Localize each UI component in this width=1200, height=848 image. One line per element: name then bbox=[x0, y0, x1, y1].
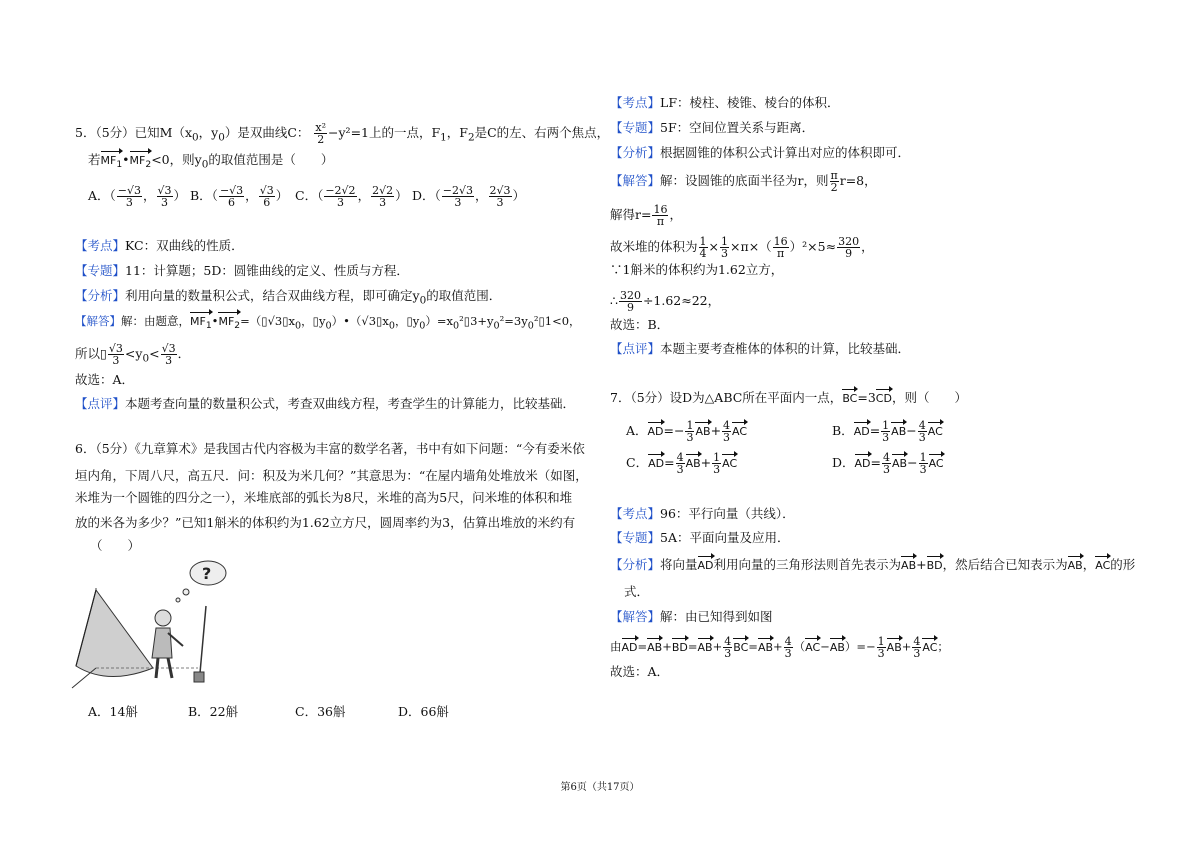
q5-stem-line2: 若$MF_1•MF_2<0$，则$y_0$的取值范围是（ ） bbox=[88, 152, 333, 173]
q7-option-d[interactable]: D．AD= $\frac{4}{3}$ AB− $\frac{1}{3}$ AC bbox=[832, 451, 944, 476]
q5-guxuan: 故选：A． bbox=[75, 372, 135, 387]
q7-option-b[interactable]: B．AD= $\frac{1}{3}$ AB− $\frac{4}{3}$ AC bbox=[832, 419, 943, 444]
q7-option-a[interactable]: A．AD=− $\frac{1}{3}$ AB+ $\frac{4}{3}$ AC bbox=[626, 419, 748, 444]
q5-fenxi: 【分析】利用向量的数量积公式，结合双曲线方程，即可确定$y_0$的取值范围． bbox=[75, 288, 502, 307]
q5-option-c[interactable]: C．（ $\frac{-2√2}{3}$ ， $\frac{2√2}{3}$ ） bbox=[295, 184, 408, 209]
q7-kaodian: 【考点】96：平行向量（共线）． bbox=[610, 506, 795, 521]
q5-hyperbola-fraction: $\frac{\text{x²}}{2}$ bbox=[315, 121, 327, 146]
q5-kaodian: 【考点】KC：双曲线的性质． bbox=[75, 238, 244, 253]
q6-option-b[interactable]: B．22斛 bbox=[188, 704, 239, 719]
q6-dianping: 【点评】本题主要考查椎体的体积的计算，比较基础． bbox=[610, 341, 911, 356]
q5-option-a[interactable]: A．（ $\frac{-√3}{3}$ ， $\frac{√3}{3}$ ） bbox=[88, 184, 187, 209]
q7-option-c[interactable]: C．AD= $\frac{4}{3}$ AB+ $\frac{1}{3}$ AC bbox=[626, 451, 738, 476]
q6-jieda-line5: ∴ $\frac{320}{9}$ ÷1.62≈22， bbox=[610, 289, 721, 314]
rice-pile-illustration bbox=[68, 558, 228, 698]
q6-jieda-line1: 【解答】解：设圆锥的底面半径为r，则 $\frac{\pi}{2}$ r=8， bbox=[610, 169, 877, 194]
q6-stem-line4: 放的米各为多少？”已知1斛米的体积约为1.62立方尺，圆周率约为3，估算出堆放的米约有 bbox=[75, 515, 576, 530]
q6-option-d[interactable]: D．66斛 bbox=[398, 704, 449, 719]
q5-jieda-line1: 【解答】解：由题意，$MF_1•MF_2=(▯√3▯x_0$，$▯y_0)•(√3▯x_0$，$▯y_0)=x_0^2▯3+y_0^2=3y_0^2▯1<0$， bbox=[75, 313, 581, 334]
q6-jieda-line3: 故米堆的体积为 $\frac{1}{4}$ × $\frac{1}{3}$ ×π×（ $\frac{16}{\pi}$ ）²×5≈ $\frac{320}{9}$ ， bbox=[610, 235, 874, 260]
q5-option-b[interactable]: B．（ $\frac{-√3}{6}$ ， $\frac{√3}{6}$ ） bbox=[190, 184, 289, 209]
svg-text:?: ? bbox=[202, 564, 212, 583]
q6-jieda-line2: 解得r= $\frac{16}{\pi}$ ， bbox=[610, 203, 682, 228]
q5-option-d[interactable]: D．（ $\frac{-2√3}{3}$ ， $\frac{2√3}{3}$ ） bbox=[412, 184, 526, 209]
q6-option-c[interactable]: C．36斛 bbox=[295, 704, 346, 719]
q7-stem: 7．（5分）设D为△ABC所在平面内一点，BC=3CD，则（ ） bbox=[610, 390, 967, 405]
q7-fenxi-line1: 【分析】将向量AD利用向量的三角形法则首先表示为AB+BD，然后结合已知表示为AB，AC的形 bbox=[610, 557, 1136, 572]
q7-jieda-line1: 【解答】解：由已知得到如图 bbox=[610, 609, 773, 624]
q5-jieda-line2: 所以▯ $\frac{√3}{3}$ $<y_0<$ $\frac{√3}{3}$ ． bbox=[75, 342, 191, 367]
q6-stem-line3: 米堆为一个圆锥的四分之一），米堆底部的弧长为8尺，米堆的高为5尺，问米堆的体积和堆 bbox=[75, 490, 573, 505]
q6-stem-line5: （ ） bbox=[90, 538, 141, 553]
q6-fenxi: 【分析】根据圆锥的体积公式计算出对应的体积即可． bbox=[610, 145, 911, 160]
q6-stem-line1: 6．（5分）《九章算术》是我国古代内容极为丰富的数学名著，书中有如下问题：“今有委米依 bbox=[75, 441, 585, 456]
q6-stem-line2: 垣内角，下周八尺，高五尺．问：积及为米几何？”其意思为：“在屋内墙角处堆放米（如图， bbox=[75, 468, 588, 483]
q7-zhuanti: 【专题】5A：平面向量及应用． bbox=[610, 530, 790, 545]
q6-kaodian: 【考点】LF：棱柱、棱锥、棱台的体积． bbox=[610, 95, 840, 110]
q5-zhuanti: 【专题】11：计算题；5D：圆锥曲线的定义、性质与方程． bbox=[75, 263, 409, 278]
page-footer: 第6页（共17页） bbox=[560, 782, 640, 793]
q6-jieda-line4: ∵1斛米的体积约为1.62立方， bbox=[610, 262, 784, 277]
q6-zhuanti: 【专题】5F：空间位置关系与距离． bbox=[610, 120, 815, 135]
q6-option-a[interactable]: A．14斛 bbox=[88, 704, 138, 719]
q7-jieda-line2: 由AD=AB+BD=AB+ $\frac{4}{3}$ BC=AB+ $\frac{4}{3}$ （AC−AB）=− $\frac{1}{3}$ AB+ $\frac{4}{3}$ AC； bbox=[610, 635, 949, 660]
q7-guxuan: 故选：A． bbox=[610, 664, 670, 679]
q5-stem-line1: 5．（5分）已知$M(x_0$，$y_0$）是双曲线C： $\frac{\text{x²}}{2}$ −y²=1上的一点，$F_1$，$F_2$是C的左、右两个焦点， bbox=[75, 121, 610, 146]
q6-guxuan: 故选：B． bbox=[610, 317, 670, 332]
q7-fenxi-line2: 式． bbox=[624, 584, 650, 599]
q5-dianping: 【点评】本题考查向量的数量积公式，考查双曲线方程，考查学生的计算能力，比较基础． bbox=[75, 396, 576, 411]
